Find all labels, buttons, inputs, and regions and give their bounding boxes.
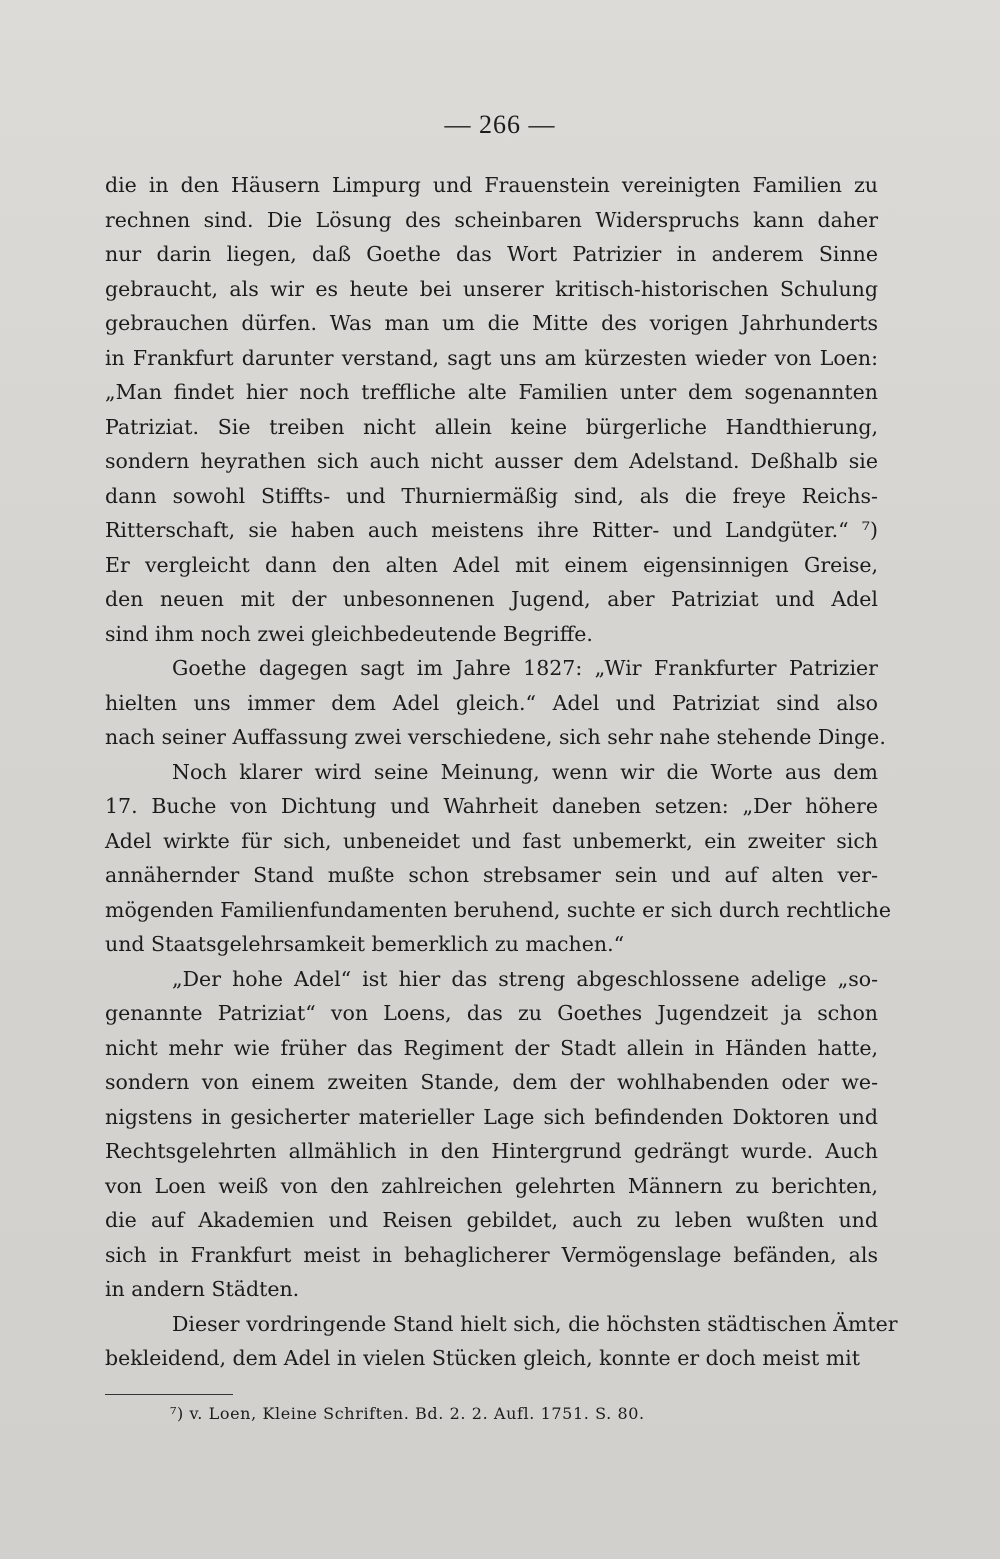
text-line: Goethe dagegen sagt im Jahre 1827: „Wir Frankfurter Patrizier	[172, 656, 878, 680]
text-line: von Loen weiß von den zahlreichen gelehrten Männern zu berichten,	[105, 1173, 878, 1198]
text-line: sich in Frankfurt meist in behaglicherer Vermögenslage befänden, als	[105, 1242, 878, 1267]
text-line: „Man findet hier noch treffliche alte Familien unter dem sogenannten	[105, 380, 878, 404]
body-text	[105, 168, 898, 1376]
paragraph	[105, 168, 878, 651]
text-line: sind ihm noch zwei gleichbedeutende Begriffe.	[105, 621, 593, 646]
text-line: nicht mehr wie früher das Regiment der Stadt allein in Händen hatte,	[105, 1035, 878, 1060]
text-line: Rechtsgelehrten allmählich in den Hintergrund gedrängt wurde. Auch	[105, 1139, 878, 1163]
text-line: in andern Städten.	[105, 1277, 300, 1301]
footnote-rule	[105, 1394, 233, 1395]
text-line: in Frankfurt darunter verstand, sagt uns am kürzesten wieder von Loen:	[105, 345, 878, 370]
page-number: — 266 —	[444, 110, 556, 139]
text-line: die in den Häusern Limpurg und Frauenstein vereinigten Familien zu	[105, 173, 878, 197]
text-line: nur darin liegen, daß Goethe das Wort Patrizier in anderem Sinne	[105, 242, 878, 266]
text-line: den neuen mit der unbesonnenen Jugend, aber Patriziat und Adel	[105, 587, 878, 611]
text-line: Adel wirkte für sich, unbeneidet und fast unbemerkt, ein zweiter sich	[105, 828, 878, 853]
text-line: Noch klarer wird seine Meinung, wenn wir die Worte aus dem	[172, 759, 878, 784]
text-line: die auf Akademien und Reisen gebildet, auch zu leben wußten und	[105, 1208, 878, 1232]
text-line: gebraucht, als wir es heute bei unserer kritisch-historischen Schulung	[105, 276, 878, 301]
paragraph	[105, 1307, 898, 1376]
text-line: „Der hohe Adel“ ist hier das streng abgeschlossene adelige „so-	[172, 966, 878, 991]
paragraph	[105, 962, 878, 1307]
text-line: mögenden Familienfundamenten beruhend, suchte er sich durch rechtliche	[105, 897, 891, 922]
paragraph	[105, 755, 891, 962]
text-line: Dieser vordringende Stand hielt sich, die höchsten städtischen Ämter	[172, 1311, 898, 1336]
text-line: annähernder Stand mußte schon strebsamer sein und auf alten ver-	[105, 863, 878, 887]
text-line: und Staatsgelehrsamkeit bemerklich zu machen.“	[105, 932, 625, 956]
text-line: nach seiner Auffassung zwei verschiedene, sich sehr nahe stehende Dinge.	[105, 725, 886, 749]
text-line: sondern heyrathen sich auch nicht ausser dem Adelstand. Deßhalb sie	[105, 449, 878, 473]
text-line: Patriziat. Sie treiben nicht allein keine bürgerliche Handthierung,	[105, 414, 878, 439]
text-line: genannte Patriziat“ von Loens, das zu Goethes Jugendzeit ja schon	[105, 1001, 878, 1025]
text-line: gebrauchen dürfen. Was man um die Mitte des vorigen Jahrhunderts	[105, 311, 878, 335]
paragraph	[105, 651, 886, 755]
text-line: nigstens in gesicherter materieller Lage sich befindenden Doktoren und	[105, 1104, 878, 1129]
text-line: Er vergleicht dann den alten Adel mit einem eigensinnigen Greise,	[105, 552, 878, 577]
footnote: ⁷) v. Loen, Kleine Schriften. Bd. 2. 2. Aufl. 1751. S. 80.	[170, 1404, 645, 1423]
text-line: Ritterschaft, sie haben auch meistens ihre Ritter- und Landgüter.“ ⁷)	[105, 518, 878, 542]
text-line: hielten uns immer dem Adel gleich.“ Adel und Patriziat sind also	[105, 690, 878, 715]
text-line: bekleidend, dem Adel in vielen Stücken gleich, konnte er doch meist mit	[105, 1346, 860, 1370]
text-line: sondern von einem zweiten Stande, dem der wohlhabenden oder we-	[105, 1070, 878, 1094]
text-line: dann sowohl Stiffts- und Thurniermäßig sind, als die freye Reichs-	[105, 483, 878, 508]
text-line: 17. Buche von Dichtung und Wahrheit daneben setzen: „Der höhere	[105, 794, 878, 818]
text-line: rechnen sind. Die Lösung des scheinbaren Widerspruchs kann daher	[105, 207, 878, 232]
